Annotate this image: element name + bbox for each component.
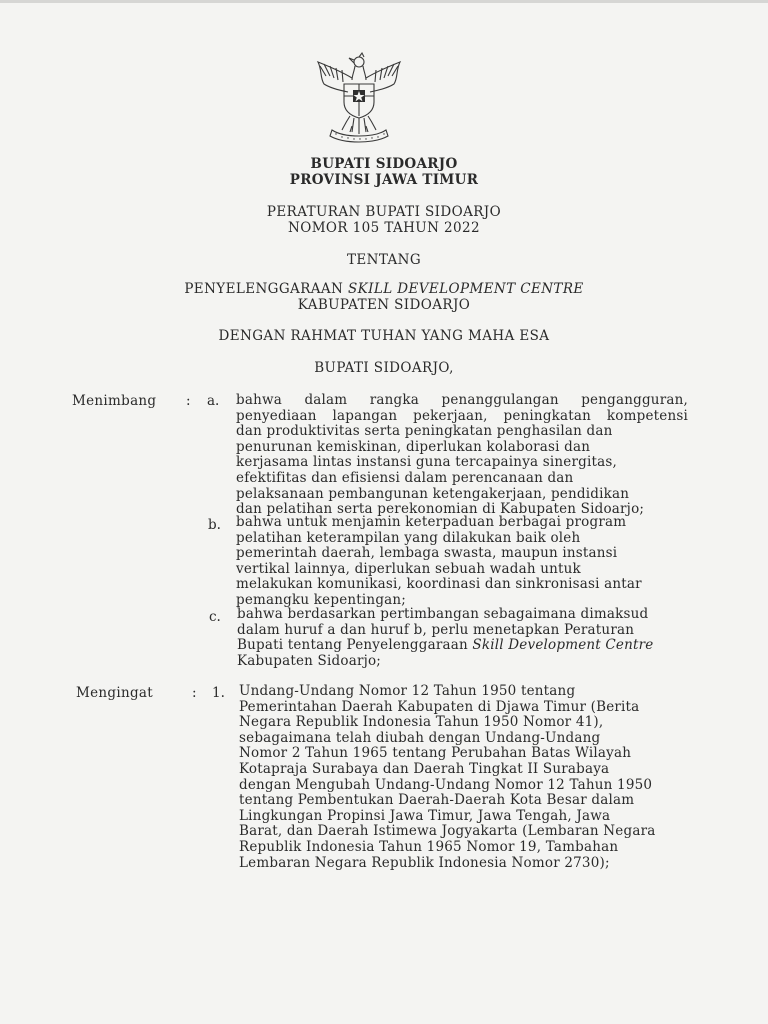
mengingat-colon: : [192,685,197,701]
menimbang-item-b [236,515,688,609]
menimbang-label: Menimbang [72,393,157,409]
menimbang-a-marker: a. [207,393,220,409]
regulation-title-line-2: NOMOR 105 TAHUN 2022 [288,220,480,236]
mengingat-1-line-11: Republik Indonesia Tahun 1965 Nomor 19, Tambahan [239,838,619,855]
menimbang-item-a [236,393,688,518]
issuer-line-2: PROVINSI JAWA TIMUR [289,172,479,188]
menimbang-b-line-4: vertikal lainnya, diperlukan sebuah wadah untuk [236,560,581,577]
menimbang-c-line-2: dalam huruf a dan huruf b, perlu menetapkan Peraturan [237,621,635,638]
menimbang-a-line-4: penurunan kemiskinan, diperlukan kolaborasi dan [236,438,591,455]
regulation-title-line-1: PERATURAN BUPATI SIDOARJO [266,204,502,220]
subject-prefix: PENYELENGGARAAN [184,281,348,297]
bupati-heading: BUPATI SIDOARJO, [314,360,454,376]
preamble: DENGAN RAHMAT TUHAN YANG MAHA ESA [218,328,550,344]
mengingat-1-line-7: dengan Mengubah Undang-Undang Nomor 12 Tahun 1950 [239,776,653,793]
subject-italic: SKILL DEVELOPMENT CENTRE [347,281,584,297]
mengingat-1-line-3: Negara Republik Indonesia Tahun 1950 Nomor 41), [239,714,604,731]
menimbang-item-c [237,607,689,669]
menimbang-a-line-3: dan produktivitas serta peningkatan penghasilan dan [236,423,613,440]
subject-line-2: KABUPATEN SIDOARJO [297,297,471,313]
mengingat-1-line-2: Pemerintahan Daerah Kabupaten di Djawa Timur (Berita [239,698,640,715]
issuer-line-1: BUPATI SIDOARJO [310,156,458,172]
mengingat-1-line-4: sebagaimana telah diubah dengan Undang-Undang [239,729,601,746]
menimbang-b-line-3: pemerintah daerah, lembaga swasta, maupun instansi [236,545,618,562]
menimbang-a-line-8: dan pelatihan serta perekonomian di Kabupaten Sidoarjo; [236,501,645,518]
menimbang-c-line-1: bahwa berdasarkan pertimbangan sebagaimana dimaksud [237,606,649,622]
menimbang-c-marker: c. [209,609,221,625]
menimbang-a-line-2: penyediaan lapangan pekerjaan, peningkatan kompetensi [236,407,688,424]
menimbang-a-line-7: pelaksanaan pembangunan ketengakerjaan, pendidikan [236,485,630,502]
menimbang-colon: : [186,393,191,409]
menimbang-a-line-6: efektifitas dan efisiensi dalam perencanaan dan [236,469,574,486]
mengingat-1-line-12: Lembaran Negara Republik Indonesia Nomor 2730); [239,854,610,871]
mengingat-item-1 [239,684,691,871]
menimbang-a-line-5: kerjasama lintas instansi guna tercapainya sinergitas, [236,454,617,471]
menimbang-b-marker: b. [208,517,221,533]
mengingat-1-line-6: Kotapraja Surabaya dan Daerah Tingkat II Surabaya [239,760,610,777]
menimbang-c-line-3-prefix: Bupati tentang Penyelenggaraan [237,637,473,654]
menimbang-c-line-3-italic: Skill Development Centre [472,637,654,654]
mengingat-1-marker: 1. [212,685,225,701]
menimbang-b-line-1: bahwa untuk menjamin keterpaduan berbagai program [236,514,627,530]
menimbang-c-line-4: Kabupaten Sidoarjo; [237,652,382,669]
mengingat-1-line-9: Lingkungan Propinsi Jawa Timur, Jawa Tengah, Jawa [239,807,611,824]
menimbang-b-line-2: pelatihan keterampilan yang dilakukan baik oleh [236,529,581,546]
tentang-heading: TENTANG [346,252,422,268]
menimbang-c-line-3 [237,638,689,654]
menimbang-b-line-5: melakukan komunikasi, koordinasi dan sinkronisasi antar [236,576,642,593]
subject-line-1 [0,281,768,297]
garuda-emblem-icon [314,50,404,148]
mengingat-label: Mengingat [76,685,153,701]
menimbang-a-line-1: bahwa dalam rangka penanggulangan pengangguran, [236,392,688,408]
mengingat-1-line-10: Barat, dan Daerah Istimewa Jogyakarta (Lembaran Negara [239,823,656,840]
mengingat-1-line-5: Nomor 2 Tahun 1965 tentang Perubahan Batas Wilayah [239,745,632,762]
menimbang-b-line-6: pemangku kepentingan; [236,591,407,608]
mengingat-1-line-8: tentang Pembentukan Daerah-Daerah Kota Besar dalam [239,792,635,809]
mengingat-1-line-1: Undang-Undang Nomor 12 Tahun 1950 tentang [239,683,576,699]
scan-edge [0,0,768,3]
